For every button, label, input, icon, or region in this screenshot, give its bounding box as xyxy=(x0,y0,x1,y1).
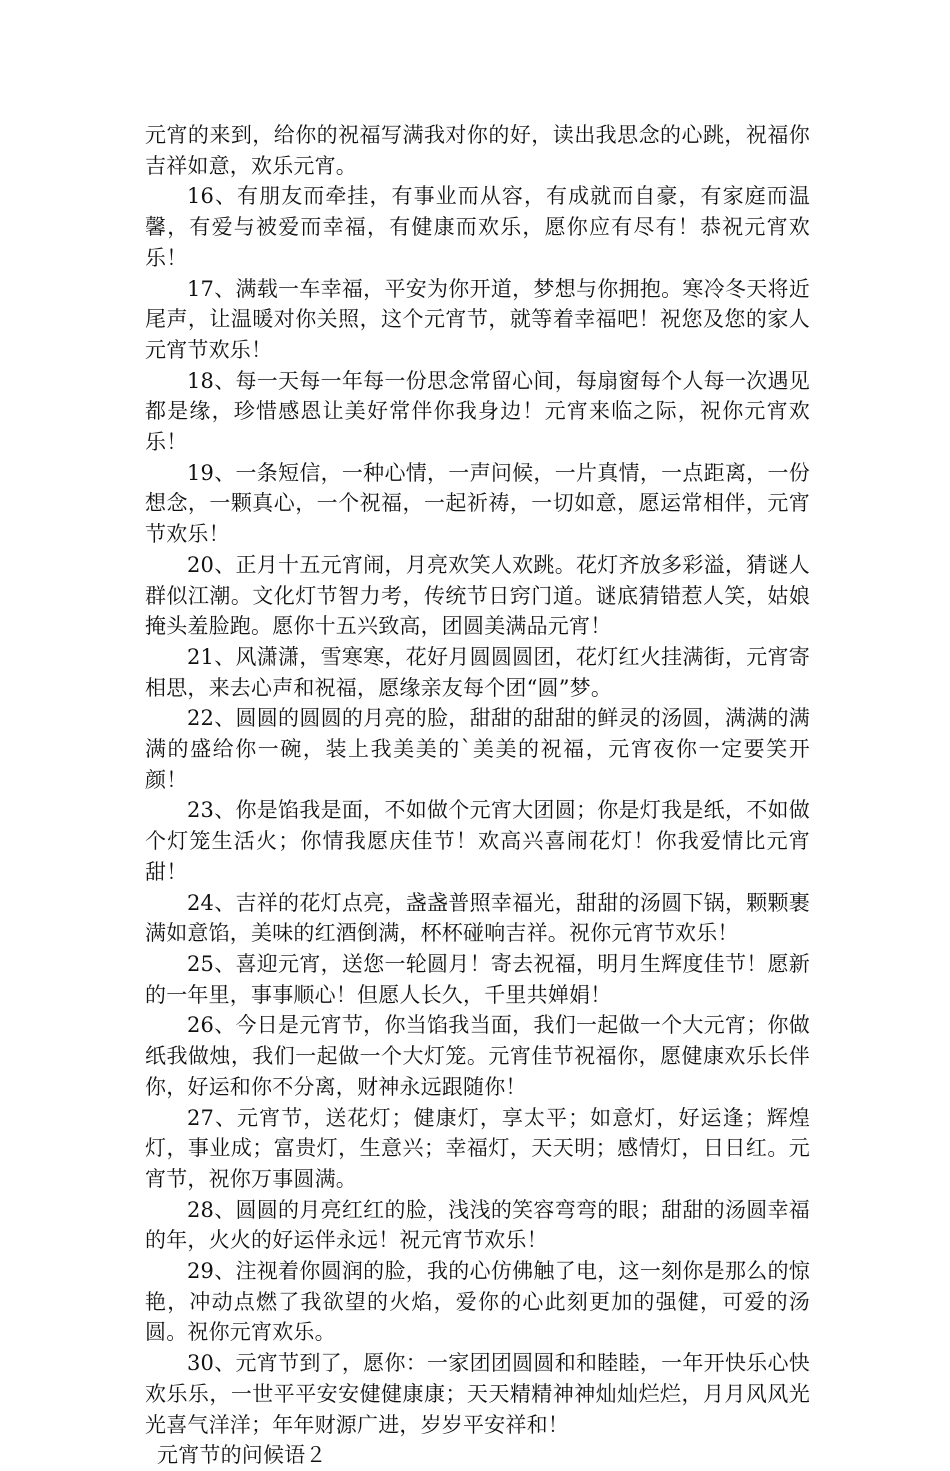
document-body xyxy=(145,120,810,1471)
paragraph-17: 17、满载一车幸福，平安为你开道，梦想与你拥抱。寒冷冬天将近尾声，让温暖对你关照，这个元宵节，就等着幸福吧！祝您及您的家人元宵节欢乐！ xyxy=(145,276,810,362)
paragraph-29: 29、注视着你圆润的脸，我的心仿佛触了电，这一刻你是那么的惊艳，冲动点燃了我欲望的火焰，爱你的心此刻更加的强健，可爱的汤圆。祝你元宵欢乐。 xyxy=(145,1259,810,1345)
paragraph-21: 21、风潇潇，雪寒寒，花好月圆圆圆团，花灯红火挂满街，元宵寄相思，来去心声和祝福，愿缘亲友每个团“圆”梦。 xyxy=(145,644,810,700)
paragraph-22: 22、圆圆的圆圆的月亮的脸，甜甜的甜甜的鲜灵的汤圆，满满的满满的盛给你一碗，装上我美美的`美美的祝福，元宵夜你一定要笑开颜！ xyxy=(145,706,810,792)
paragraph-26: 26、今日是元宵节，你当馅我当面，我们一起做一个大元宵；你做纸我做烛，我们一起做一个大灯笼。元宵佳节祝福你，愿健康欢乐长伴你，好运和你不分离，财神永远跟随你！ xyxy=(145,1013,810,1099)
paragraph-20: 20、正月十五元宵闹，月亮欢笑人欢跳。花灯齐放多彩溢，猜谜人群似江潮。文化灯节智力考，传统节日窍门道。谜底猜错惹人笑，姑娘掩头羞脸跑。愿你十五兴致高，团圆美满品元宵！ xyxy=(145,552,810,639)
paragraph-28: 28、圆圆的月亮红红的脸，浅浅的笑容弯弯的眼；甜甜的汤圆幸福的年，火火的好运伴永远！祝元宵节欢乐！ xyxy=(145,1197,810,1253)
paragraph-23: 23、你是馅我是面，不如做个元宵大团圆；你是灯我是纸，不如做个灯笼生活火；你情我愿庆佳节！欢高兴喜闹花灯！你我爱情比元宵甜！ xyxy=(145,798,810,884)
paragraph-25: 25、喜迎元宵，送您一轮圆月！寄去祝福，明月生辉度佳节！愿新的一年里，事事顺心！但愿人长久，千里共婵娟！ xyxy=(145,951,810,1007)
paragraph-18: 18、每一天每一年每一份思念常留心间，每扇窗每个人每一次遇见都是缘，珍惜感恩让美好常伴你我身边！元宵来临之际，祝你元宵欢乐！ xyxy=(145,368,810,455)
section-heading: 元宵节的问候语２ xyxy=(157,1443,327,1468)
paragraph-30: 30、元宵节到了，愿你：一家团团圆圆和和睦睦，一年开快乐心快欢乐乐，一世平平安安健健康康；天天精精神神灿灿烂烂，月月风风光光喜气洋洋；年年财源广进，岁岁平安祥和！ xyxy=(145,1351,810,1437)
paragraph-intro: 元宵的来到，给你的祝福写满我对你的好，读出我思念的心跳，祝福你吉祥如意，欢乐元宵。 xyxy=(145,123,810,178)
paragraph-27: 27、元宵节，送花灯；健康灯，享太平；如意灯，好运逢；辉煌灯，事业成；富贵灯，生意兴；幸福灯，天天明；感情灯，日日红。元宵节，祝你万事圆满。 xyxy=(145,1105,810,1191)
paragraph-16: 16、有朋友而牵挂，有事业而从容，有成就而自豪，有家庭而温馨，有爱与被爱而幸福，有健康而欢乐，愿你应有尽有！恭祝元宵欢乐！ xyxy=(145,184,810,270)
paragraph-24: 24、吉祥的花灯点亮，盏盏普照幸福光，甜甜的汤圆下锅，颗颗裹满如意馅，美味的红酒倒满，杯杯碰响吉祥。祝你元宵节欢乐！ xyxy=(145,890,810,946)
paragraph-19: 19、一条短信，一种心情，一声问候，一片真情，一点距离，一份想念，一颗真心，一个祝福，一起祈祷，一切如意，愿运常相伴，元宵节欢乐！ xyxy=(145,460,810,547)
